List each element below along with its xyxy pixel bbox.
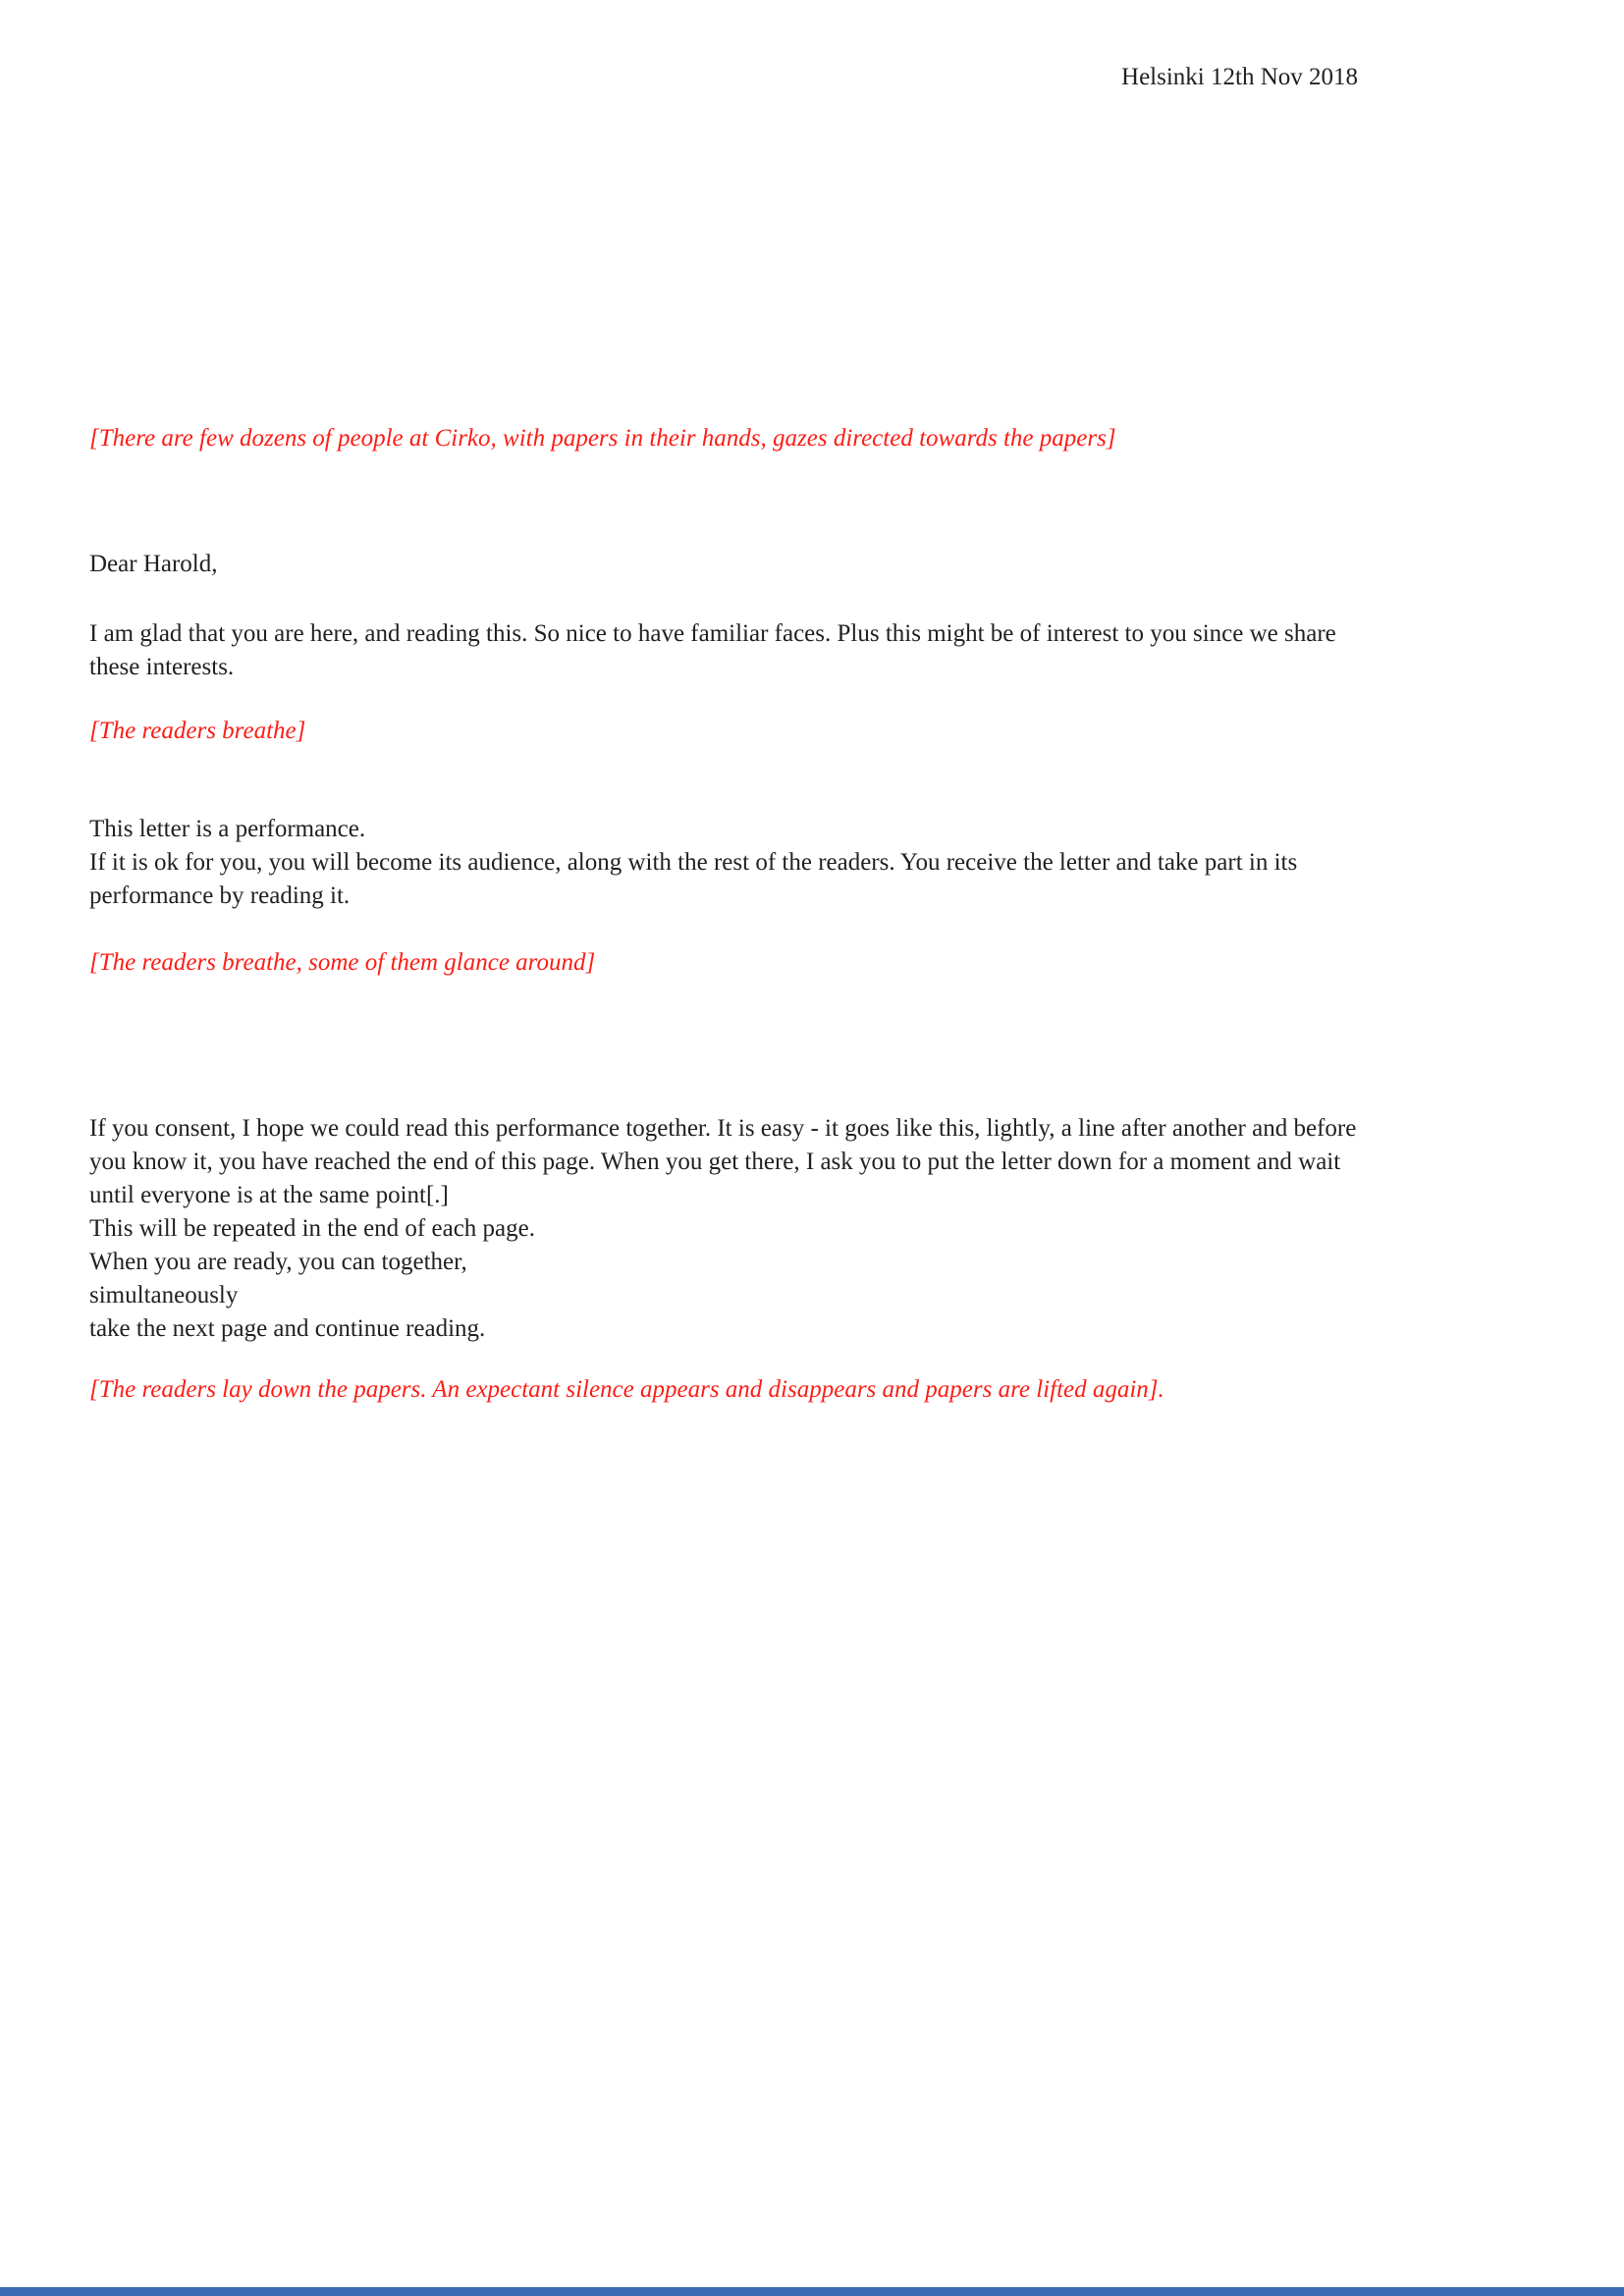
- line-repeat: This will be repeated in the end of each page.: [89, 1215, 535, 1242]
- stage-direction-breathe: [The readers breathe]: [89, 718, 306, 744]
- bottom-edge-bar: [0, 2287, 1624, 2296]
- paragraph-performance-line-1: This letter is a performance.: [89, 816, 366, 842]
- paragraph-consent: If you consent, I hope we could read this performance together. It is easy - it goes like this, lightly, a line after another and before you know it, you have reached the end of this page. When you get there, I ask you to put the letter down for a moment and wait until everyone is at the same point[.]: [89, 1115, 1357, 1208]
- line-simultaneously: simultaneously: [89, 1282, 239, 1308]
- paragraph-intro: I am glad that you are here, and reading this. So nice to have familiar faces. Plus this might be of interest to you since we share these interests.: [89, 620, 1336, 680]
- line-next-page: take the next page and continue reading.: [89, 1315, 486, 1342]
- paragraph-consent-group: [89, 1112, 1358, 1346]
- line-ready: When you are ready, you can together,: [89, 1249, 467, 1275]
- paragraph-performance: [89, 813, 1358, 913]
- stage-direction-breathe-glance: [The readers breathe, some of them glance around]: [89, 949, 596, 976]
- dateline: Helsinki 12th Nov 2018: [1121, 64, 1358, 90]
- salutation: Dear Harold,: [89, 551, 218, 577]
- stage-direction-closing: [The readers lay down the papers. An expectant silence appears and disappears and papers are lifted again].: [89, 1376, 1164, 1403]
- stage-direction-opening: [There are few dozens of people at Cirko, with papers in their hands, gazes directed towards the papers]: [89, 425, 1116, 452]
- paragraph-performance-line-2: If it is ok for you, you will become its audience, along with the rest of the readers. You receive the letter and take part in its performance by reading it.: [89, 849, 1298, 909]
